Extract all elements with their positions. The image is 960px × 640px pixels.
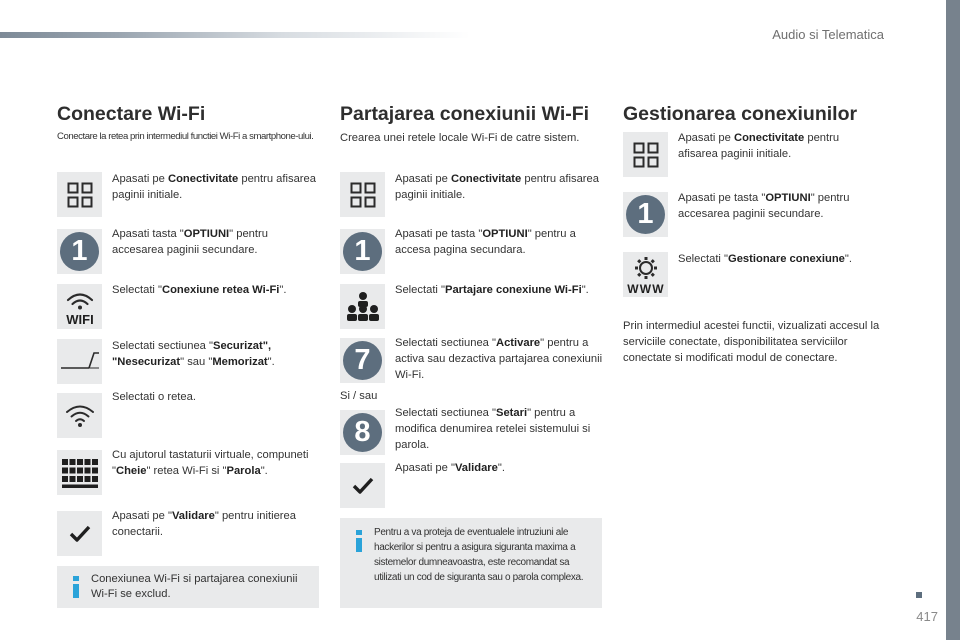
info-icon [73,576,79,598]
keyboard-key [69,476,75,482]
keyboard-key [84,459,90,465]
wifi-signal-icon [57,393,102,438]
keyboard-key [84,467,90,473]
check-icon [340,463,385,508]
wifi-icon-label: WIFI [65,311,94,327]
page-edge-strip [946,0,960,640]
col3-step-2: Apasati pe tasta "OPTIUNI" pentru accesarea paginii secundare. [678,192,850,220]
apps-grid-icon [340,172,385,217]
step-number-badge: 1 [340,229,385,274]
col2-step-2: Apasati pe tasta "OPTIUNI" pentru a accesa pagina secundara. [395,228,576,256]
www-icon-label: WWW [626,281,665,295]
keyboard-key [69,467,75,473]
apps-grid-icon [623,132,668,177]
info-icon [356,530,362,552]
col2-step-6: Apasati pe "Validare". [395,462,505,474]
col3-step-3: Selectati "Gestionare conexiune". [678,253,852,265]
col2-step-3: Selectati "Partajare conexiune Wi-Fi". [395,284,589,296]
col3-step-1: Apasati pe Conectivitate pentru afisarea paginii initiale. [678,132,840,160]
col2-step-5: Selectati sectiunea "Setari" pentru a modifica denumirea retelei sistemului si parola. [395,407,591,451]
keyboard-spacebar [62,484,98,488]
info-text: Pentru a va proteja de eventualele intruziuni ale hackerilor si pentru a asigura siguranta maxima a sistemelor dumneavoastra, este recomandat sa utilizati un cod de siguranta sau o parola complexa. [374,527,584,583]
col3-note: Prin intermediul acestei functii, vizualizati accesul la serviciile conectate, disponibilitatea serviciilor conectate si modificati modul de conectare. [623,320,880,364]
check-icon [57,511,102,556]
col1-step-2: Apasati tasta "OPTIUNI" pentru accesarea paginii secundare. [112,228,268,256]
keyboard-key [62,459,68,465]
info-text: Conexiunea Wi-Fi si partajarea conexiunii Wi-Fi se exclud. [91,573,298,600]
wifi-icon [57,284,102,329]
col2-step-4: Selectati sectiunea "Activare" pentru a activa sau dezactiva partajarea conexiunii Wi-Fi. [395,337,603,381]
col1-step-5: Selectati o retea. [112,391,196,403]
keyboard-key [92,467,98,473]
keyboard-key [62,476,68,482]
col1-title: Conectare Wi-Fi [57,103,206,125]
keyboard-icon [57,450,102,495]
col1-step-3: Selectati "Conexiune retea Wi-Fi". [112,284,287,296]
col2-step-1: Apasati pe Conectivitate pentru afisarea paginii initiale. [395,173,599,201]
keyboard-key [92,459,98,465]
step-number-badge: 7 [340,338,385,383]
people-group-icon [340,284,385,329]
col1-step-1: Apasati pe Conectivitate pentru afisarea paginii initiale. [112,173,316,201]
col3-title: Gestionarea conexiunilor [623,103,858,125]
keyboard-key [92,476,98,482]
step-number-badge: 8 [340,410,385,455]
keyboard-key [69,459,75,465]
col1-subtitle: Conectare la retea prin intermediul functiei Wi-Fi a smartphone-ului. [57,131,314,142]
security-tab-icon [57,339,102,384]
col2-intro: Crearea unei retele locale Wi-Fi de catre sistem. [340,132,580,144]
page-number: 417 [916,609,938,624]
col1-step-7: Apasati pe "Validare" pentru initierea conectarii. [112,510,296,538]
header-gradient-bar [0,32,470,38]
section-title: Audio si Telematica [772,27,884,42]
col1-step-6: Cu ajutorul tastaturii virtuale, compuneti "Cheie" retea Wi-Fi si "Parola". [112,449,309,477]
step-number-badge: 1 [57,229,102,274]
info-note [340,518,602,608]
keyboard-key [77,476,83,482]
page-marker [916,592,922,598]
keyboard-key [62,467,68,473]
col2-title: Partajarea conexiunii Wi-Fi [340,103,590,125]
or-label: Si / sau [340,390,378,402]
www-gear-icon [623,252,668,297]
step-number-badge: 1 [623,192,668,237]
apps-grid-icon [57,172,102,217]
keyboard-key [84,476,90,482]
keyboard-key [77,459,83,465]
col1-step-4: Selectati sectiunea "Securizat", "Nesecurizat" sau "Memorizat". [112,340,275,368]
info-note [57,566,319,608]
keyboard-key [77,467,83,473]
